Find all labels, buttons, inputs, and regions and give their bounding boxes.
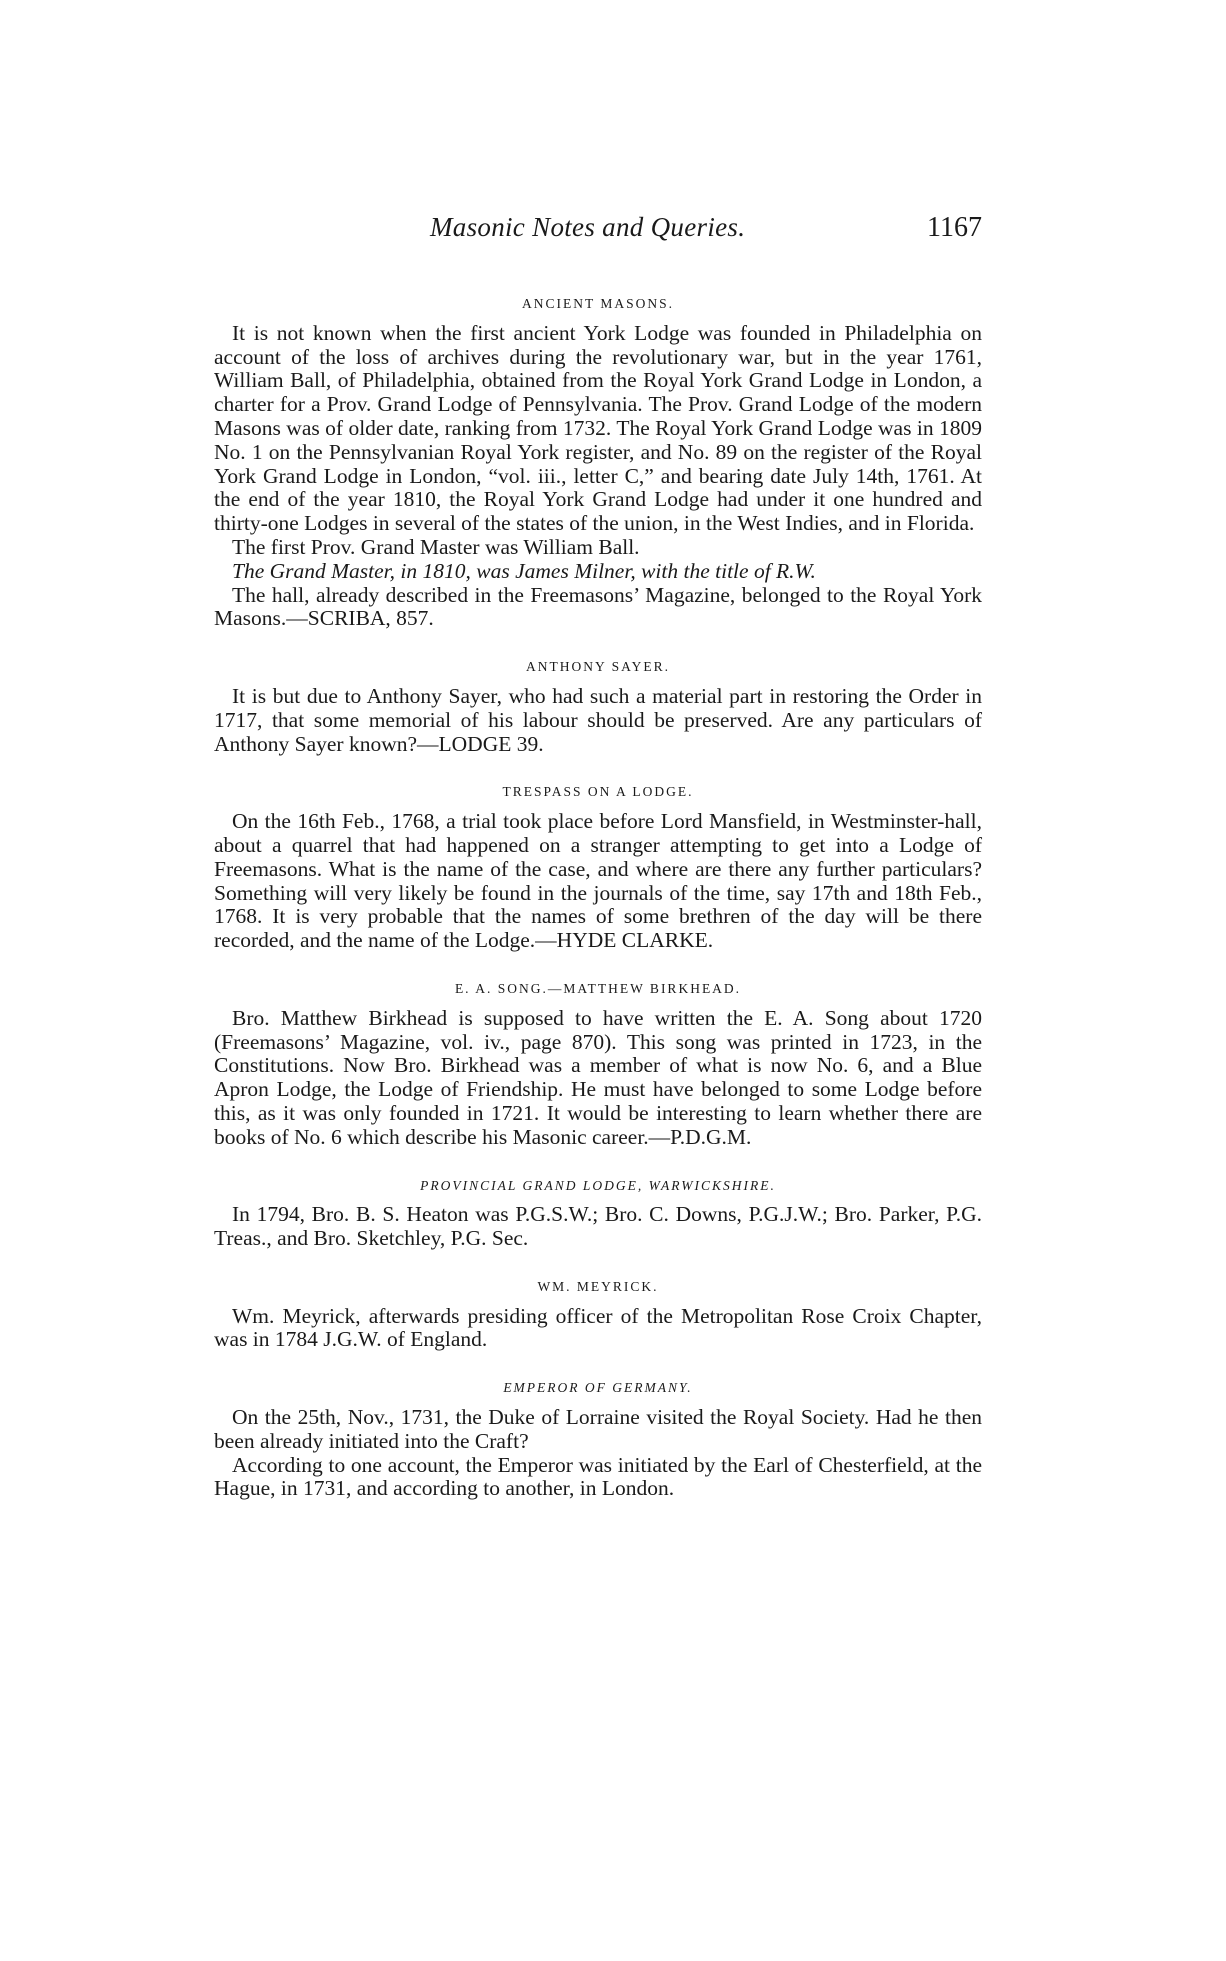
section-ancient-masons — [214, 292, 982, 631]
section-heading: ANTHONY SAYER. — [525, 659, 670, 675]
paragraph: On the 25th, Nov., 1731, the Duke of Lorraine visited the Royal Society. Had he then been already initiated into the Craft? — [214, 1405, 982, 1453]
running-title: Masonic Notes and Queries. — [430, 212, 746, 242]
paragraph: Wm. Meyrick, afterwards presiding officer of the Metropolitan Rose Croix Chapter, was in 1784 J.G.W. of England. — [214, 1303, 982, 1352]
section-heading: EMPEROR OF GERMANY. — [503, 1380, 693, 1396]
section-wm-meyrick — [214, 1275, 982, 1352]
page-header — [430, 212, 982, 252]
paragraph: The hall, already described in the Freemasons’ Magazine, belonged to the Royal York Masons.—SCRIBA, 857. — [214, 582, 982, 631]
paragraph: According to one account, the Emperor was initiated by the Earl of Chesterfield, at the Hague, in 1731, and according to another, in London. — [214, 1452, 982, 1501]
page-number: 1167 — [927, 212, 982, 243]
section-heading: PROVINCIAL GRAND LODGE, WARWICKSHIRE. — [420, 1177, 776, 1193]
paragraph: It is but due to Anthony Sayer, who had such a material part in restoring the Order in 1717, that some memorial of his labour should be preserved. Are any particulars of Anthony Sayer known?—LODGE 39. — [214, 683, 982, 756]
section-provincial-grand-lodge — [214, 1174, 982, 1251]
section-trespass-on-a-lodge — [214, 780, 982, 953]
section-ea-song — [214, 977, 982, 1150]
paragraph: The first Prov. Grand Master was William Ball. — [232, 534, 640, 559]
paragraph: In 1794, Bro. B. S. Heaton was P.G.S.W.; Bro. C. Downs, P.G.J.W.; Bro. Parker, P.G. Treas., and Bro. Sketchley, P.G. Sec. — [214, 1202, 982, 1251]
paragraph: On the 16th Feb., 1768, a trial took place before Lord Mansfield, in Westminster-hall, about a quarrel that had happened on a stranger attempting to get into a Lodge of Freemasons. What is the name of the case, and where are there any further particulars? Something will very likely be found in the journals of the time, say 17th and 18th Feb., 1768. It is very probable that the names of some brethren of the day will be there recorded, and the name of the Lodge.—HYDE CLARKE. — [214, 809, 982, 953]
section-heading: TRESPASS ON A LODGE. — [502, 784, 694, 800]
section-heading: WM. MEYRICK. — [537, 1278, 659, 1294]
section-anthony-sayer — [214, 655, 982, 756]
section-emperor-of-germany — [214, 1376, 982, 1501]
section-heading: E. A. SONG.—MATTHEW BIRKHEAD. — [454, 980, 742, 996]
paragraph: Bro. Matthew Birkhead is supposed to have written the E. A. Song about 1720 (Freemasons’ Magazine, vol. iv., page 870). This song was printed in 1723, in the Constitutions. Now Bro. Birkhead was a member of what is now No. 6, and a Blue Apron Lodge, the Lodge of Friendship. He must have belonged to some Lodge before this, as it was only founded in 1721. It would be interesting to learn whether there are books of No. 6 which describe his Masonic career.—P.D.G.M. — [214, 1005, 982, 1149]
page-body — [214, 292, 982, 1525]
paragraph: It is not known when the first ancient York Lodge was founded in Philadelphia on account of the loss of archives during the revolutionary war, but in the year 1761, William Ball, of Philadelphia, obtained from the Royal York Grand Lodge in London, a charter for a Prov. Grand Lodge of Pennsylvania. The Prov. Grand Lodge of the modern Masons was of older date, ranking from 1732. The Royal York Grand Lodge was in 1809 No. 1 on the Pennsylvanian Royal York register, and No. 89 on the register of the Royal York Grand Lodge in London, “vol. iii., letter C,” and bearing date July 14th, 1761. At the end of the year 1810, the Royal York Grand Lodge had under it one hundred and thirty-one Lodges in several of the states of the union, in the West Indies, and in Florida. — [214, 320, 982, 536]
paragraph: The Grand Master, in 1810, was James Milner, with the title of R.W. — [232, 558, 816, 583]
section-heading: ANCIENT MASONS. — [521, 296, 674, 311]
